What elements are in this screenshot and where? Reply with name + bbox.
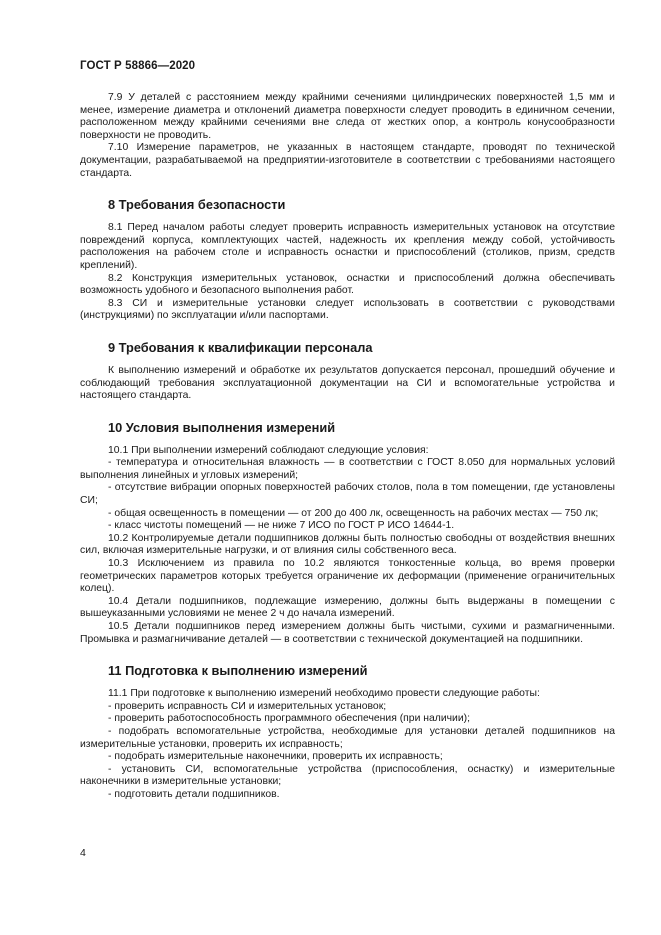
list-item-install-instruments: - установить СИ, вспомогательные устройства (приспособления, оснастку) и измерительные наконечники в измерительные установки; [80,763,615,788]
paragraph-9: К выполнению измерений и обработке их результатов допускается персонал, прошедший обучение и соблюдающий требования эксплуатационной документации на СИ и вспомогательные устройства и настоящего стандарта. [80,364,615,402]
list-item-prepare-parts: - подготовить детали подшипников. [108,788,280,800]
paragraph-8-1: 8.1 Перед началом работы следует проверить исправность измерительных установок на отсутствие повреждений корпуса, комплектующих частей, надежность их крепления между собой, устойчивость расположения на рабочем столе и исправность оснастки и приспособлений (столиков, призм, средств креплений). [80,222,615,271]
section-9-title: 9 Требования к квалификации персонала [108,339,373,355]
paragraph-10-4: 10.4 Детали подшипников, подлежащие измерению, должны быть выдержаны в помещении с вышеуказанными условиями не менее 2 ч до начала измерений. [80,595,615,620]
list-item-check-software: - проверить работоспособность программного обеспечения (при наличии); [108,713,471,725]
paragraph-11-1: 11.1 При подготовке к выполнению измерений необходимо провести следующие работы: [108,688,540,700]
section-11-title: 11 Подготовка к выполнению измерений [108,663,368,679]
list-item-select-devices: - подобрать вспомогательные устройства, необходимые для установки деталей подшипников на измерительные установки, проверить их исправность; [80,725,615,750]
list-item-illumination: - общая освещенность в помещении — от 200 до 400 лк, освещенность на рабочих местах — 750 лк; [108,507,599,519]
page-number: 4 [80,847,86,859]
list-item-temperature: - температура и относительная влажность — в соответствии с ГОСТ 8.050 для нормальных условий выполнения линейных и угловых измерений; [80,457,615,481]
paragraph-10-5: 10.5 Детали подшипников перед измерением должны быть чистыми, сухими и размагниченными. Промывка и размагничивание деталей — в соответствии с технической документацией на подшипники. [80,621,615,645]
paragraph-10-1: 10.1 При выполнении измерений соблюдают следующие условия: [108,444,429,456]
paragraph-10-3: 10.3 Исключением из правила по 10.2 являются тонкостенные кольца, во время проверки геометрических параметров которых требуется ограничение их деформации (применение ограничительных колец). [80,558,615,595]
paragraph-7-9: 7.9 У деталей с расстоянием между крайними сечениями цилиндрических поверхностей 1,5 мм и менее, измерение диаметра и отклонений диаметра поверхности следует проводить в единичном сечении, расположенном между крайними сечениями вне следа от жестких опор, а контроль конусообразности поверхности не проводить. [80,92,615,141]
section-10-title: 10 Условия выполнения измерений [108,419,336,435]
list-item-vibration: - отсутствие вибрации опорных поверхностей рабочих столов, пола в том помещении, где установлены СИ; [80,482,615,507]
document-code-header: ГОСТ Р 58866—2020 [80,60,196,72]
document-body [80,92,615,802]
paragraph-8-3: 8.3 СИ и измерительные установки следует использовать в соответствии с руководствами (инструкциями) по эксплуатации и/или паспортами. [80,297,615,322]
paragraph-8-2: 8.2 Конструкция измерительных установок, оснастки и приспособлений должна обеспечивать возможность удобного и безопасного выполнения работ. [80,272,615,297]
list-item-cleanliness: - класс чистоты помещений — не ниже 7 ИСО по ГОСТ Р ИСО 14644-1. [108,520,455,532]
paragraph-7-10: 7.10 Измерение параметров, не указанных в настоящем стандарте, проводят по технической документации, разрабатываемой на предприятии-изготовителе в соответствии с требованиями настоящего стандарта. [80,142,615,179]
list-item-select-tips: - подобрать измерительные наконечники, проверить их исправность; [108,751,443,763]
list-item-check-instruments: - проверить исправность СИ и измерительных установок; [108,700,387,712]
paragraph-10-2: 10.2 Контролируемые детали подшипников должны быть полностью свободны от воздействия внешних сил, включая измерительные нагрузки, и от влияния силы собственного веса. [80,532,615,557]
section-8-title: 8 Требования безопасности [108,197,286,213]
